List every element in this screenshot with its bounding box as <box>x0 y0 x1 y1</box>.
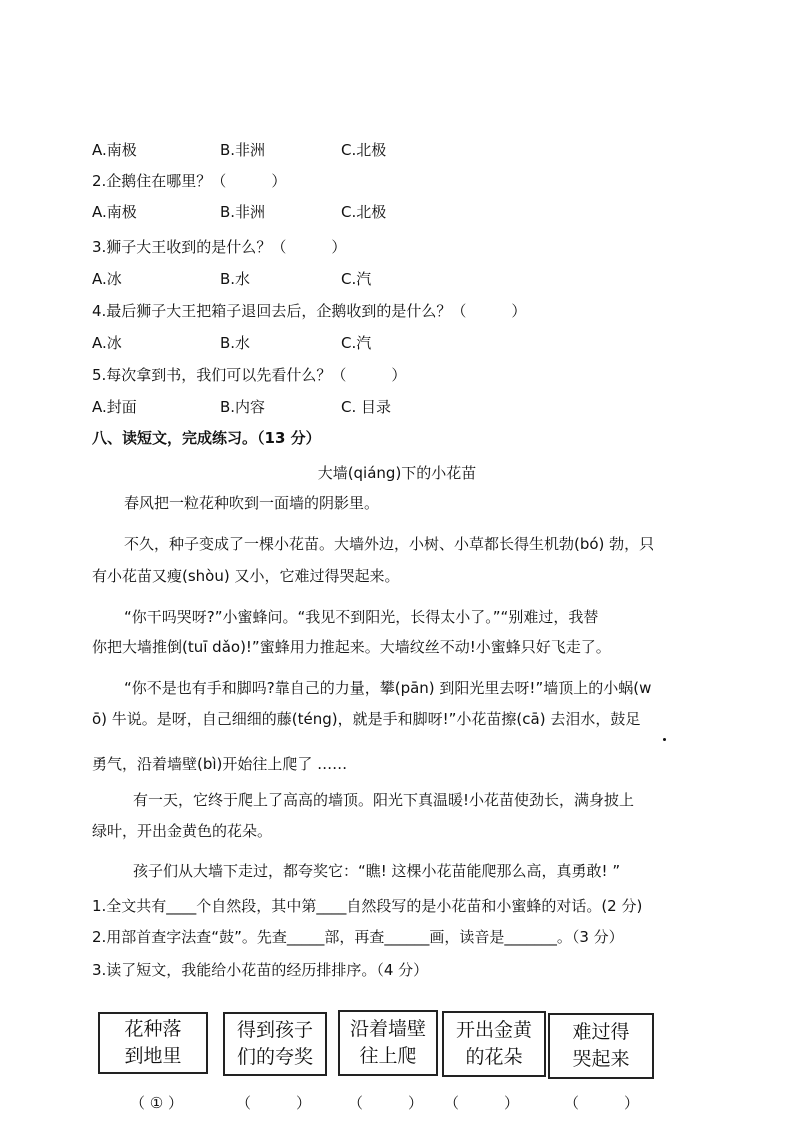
question-5: 5.每次拿到书，我们可以先看什么？（ ） <box>92 366 407 384</box>
exercise-1: 1.全文共有____个自然段，其中第____自然段写的是小花苗和小蜜蜂的对话。(2 分) <box>92 897 643 915</box>
sequence-box-3: 沿着墙壁 往上爬 <box>338 1010 438 1076</box>
passage-line-9: 有一天，它终于爬上了高高的墙顶。阳光下真温暖!小花苗使劲长，满身披上 <box>133 791 635 809</box>
q2-option-b: B.非洲 <box>220 203 266 221</box>
sequence-box-1: 花种落 到地里 <box>98 1012 208 1074</box>
passage-line-6: “你不是也有手和脚吗?靠自己的力量，攀(pān) 到阳光里去呀!”墙顶上的小蜗(w <box>124 679 652 697</box>
answer-blank-2: （ ） <box>236 1094 312 1112</box>
answer-blank-5: （ ） <box>564 1094 640 1112</box>
q0-option-b: B.非洲 <box>220 141 266 159</box>
q3-option-a: A.冰 <box>92 270 122 288</box>
q5-option-a: A.封面 <box>92 398 137 416</box>
exercise-2: 2.用部首查字法查“鼓”。先查_____部，再查______画，读音是_______。（3 分） <box>92 928 624 946</box>
passage-line-1: 春风把一粒花种吹到一面墙的阴影里。 <box>124 494 380 512</box>
q5-option-b: B.内容 <box>220 398 266 416</box>
passage-line-4: “你干吗哭呀?”小蜜蜂问。“我见不到阳光，长得太小了。”“别难过，我替 <box>124 608 599 626</box>
passage-line-3: 有小花苗又瘦(shòu) 又小，它难过得哭起来。 <box>92 567 400 585</box>
q5-option-c: C. 目录 <box>341 398 392 416</box>
passage-line-10: 绿叶，开出金黄色的花朵。 <box>92 822 273 840</box>
question-4: 4.最后狮子大王把箱子退回去后，企鹅收到的是什么？（ ） <box>92 302 527 320</box>
q0-option-c: C.北极 <box>341 141 387 159</box>
q2-option-a: A.南极 <box>92 203 137 221</box>
q3-option-c: C.汽 <box>341 270 372 288</box>
question-3: 3.狮子大王收到的是什么？（ ） <box>92 238 347 256</box>
passage-line-8: 勇气，沿着墙壁(bì)开始往上爬了 …… <box>92 755 348 773</box>
sequence-box-5: 难过得 哭起来 <box>548 1013 654 1079</box>
q4-option-b: B.水 <box>220 334 251 352</box>
answer-blank-3: （ ） <box>348 1094 424 1112</box>
sequence-box-2: 得到孩子 们的夸奖 <box>223 1012 327 1076</box>
sequence-box-4: 开出金黄 的花朵 <box>442 1011 546 1077</box>
passage-line-5: 你把大墙推倒(tuī dǎo)!”蜜蜂用力推起来。大墙纹丝不动!小蜜蜂只好飞走了。 <box>92 638 611 656</box>
q3-option-b: B.水 <box>220 270 251 288</box>
emphasis-dot <box>663 738 666 741</box>
section-8-heading: 八、读短文，完成练习。（13 分） <box>92 429 321 447</box>
passage-line-7: ō) 牛说。是呀，自己细细的藤(téng)，就是手和脚呀!”小花苗擦(cā) 去泪水，鼓足 <box>92 710 641 728</box>
question-2: 2.企鹅住在哪里？（ ） <box>92 172 287 190</box>
q4-option-c: C.汽 <box>341 334 372 352</box>
q2-option-c: C.北极 <box>341 203 387 221</box>
passage-line-11: 孩子们从大墙下走过，都夸奖它：“瞧! 这棵小花苗能爬那么高，真勇敢! ” <box>133 862 621 880</box>
answer-blank-1: （ ① ） <box>130 1094 183 1112</box>
q0-option-a: A.南极 <box>92 141 137 159</box>
passage-title: 大墙(qiáng)下的小花苗 <box>317 464 477 482</box>
answer-blank-4: （ ） <box>444 1094 520 1112</box>
exercise-3: 3.读了短文，我能给小花苗的经历排排序。（4 分） <box>92 961 429 979</box>
q4-option-a: A.冰 <box>92 334 122 352</box>
passage-line-2: 不久，种子变成了一棵小花苗。大墙外边，小树、小草都长得生机勃(bó) 勃，只 <box>124 535 655 553</box>
